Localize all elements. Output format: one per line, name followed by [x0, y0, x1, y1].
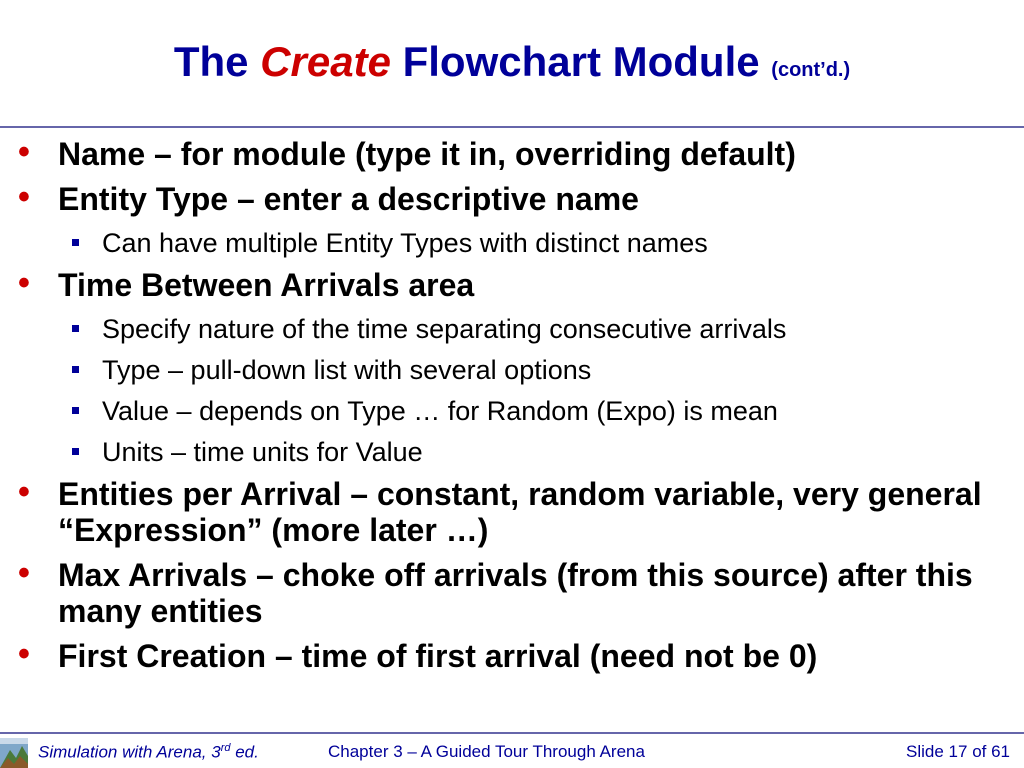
title-part-1: The — [173, 38, 261, 85]
bullet-dot-icon: • — [18, 473, 30, 511]
bullet-list — [0, 133, 1024, 683]
sub-bullet-text: Value – depends on Type … for Random (Expo) is mean — [102, 396, 778, 426]
sub-bullet-item — [0, 312, 1024, 346]
square-bullet-icon — [72, 407, 79, 414]
bullet-dot-icon: • — [18, 635, 30, 673]
slide-footer — [0, 736, 1024, 768]
square-bullet-icon — [72, 325, 79, 332]
bullet-text: Time Between Arrivals area — [58, 267, 475, 303]
square-bullet-icon — [72, 448, 79, 455]
footer-chapter: Chapter 3 – A Guided Tour Through Arena — [328, 742, 645, 761]
sub-bullet-text: Type – pull-down list with several options — [102, 355, 592, 385]
sub-bullet-text: Units – time units for Value — [102, 437, 423, 467]
title-divider — [0, 126, 1024, 128]
footer-slide-number: Slide 17 of 61 — [906, 742, 1010, 761]
bullet-item — [0, 473, 1024, 548]
footer-divider — [0, 732, 1024, 734]
sub-bullet-item — [0, 394, 1024, 428]
bullet-text: Entities per Arrival – constant, random variable, very general “Expression” (more later …) — [58, 476, 982, 548]
bullet-item — [0, 635, 1024, 674]
sub-bullet-text: Can have multiple Entity Types with distinct names — [102, 228, 708, 258]
sub-bullet-item — [0, 226, 1024, 260]
bullet-dot-icon: • — [18, 554, 30, 592]
slide-title — [0, 34, 1024, 98]
sub-bullet-item — [0, 353, 1024, 387]
bullet-dot-icon: • — [18, 178, 30, 216]
sub-bullet-item — [0, 435, 1024, 469]
bullet-text: Name – for module (type it in, overriding default) — [58, 136, 796, 172]
square-bullet-icon — [72, 366, 79, 373]
bullet-text: Entity Type – enter a descriptive name — [58, 181, 639, 217]
title-suffix: (cont’d.) — [771, 59, 851, 81]
bullet-dot-icon: • — [18, 264, 30, 302]
bullet-text: First Creation – time of first arrival (need not be 0) — [58, 638, 818, 674]
square-bullet-icon — [72, 239, 79, 246]
arena-logo-icon — [0, 738, 28, 768]
bullet-dot-icon: • — [18, 133, 30, 171]
bullet-item — [0, 133, 1024, 172]
bullet-item — [0, 264, 1024, 303]
title-accent-word: Create — [260, 38, 391, 85]
title-part-2: Flowchart Module — [390, 38, 772, 85]
sub-bullet-text: Specify nature of the time separating consecutive arrivals — [102, 314, 787, 344]
bullet-item — [0, 178, 1024, 217]
bullet-item — [0, 554, 1024, 629]
footer-book-title: Simulation with Arena, 3rd ed. — [38, 742, 259, 762]
bullet-text: Max Arrivals – choke off arrivals (from this source) after this many entities — [58, 557, 973, 629]
